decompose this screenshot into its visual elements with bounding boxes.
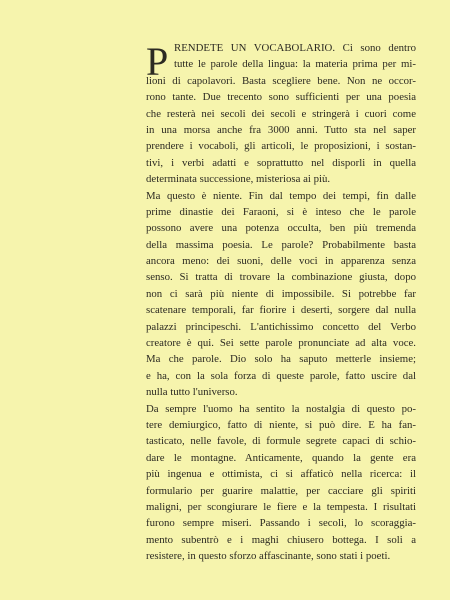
- text-line: e ha, con la sola forza di queste parole, fatto uscire dal: [146, 369, 416, 382]
- text-line: Da sempre l'uomo ha sentito la nostalgia di questo po-: [146, 402, 416, 415]
- text-line: Ma questo è niente. Fin dal tempo dei tempi, fin dalle: [146, 189, 416, 202]
- text-line: non ci sarà più niente di impossibile. Si potrebbe far: [146, 287, 416, 300]
- text-line: senso. Si tratta di trovare la combinazione giusta, dopo: [146, 271, 416, 284]
- text-line: creatore è qui. Sei sette parole pronunciate ad alta voce.: [146, 337, 416, 350]
- text-line: lioni di capolavori. Basta scegliere bene. Non ne occor-: [146, 74, 416, 87]
- text-line: furono sempre miseri. Passando i secoli, lo scoraggia-: [146, 517, 416, 530]
- text-line: che resterà nei secoli dei secoli e stringerà i cuori come: [146, 107, 416, 120]
- text-line: in una morsa anche fra 3000 anni. Tutto sta nel saper: [146, 123, 416, 136]
- text-line: dare le montagne. Anticamente, quando la gente era: [146, 451, 416, 464]
- text-line: tivi, i verbi adatti e soprattutto nel disporli in quella: [146, 156, 416, 169]
- text-line: nulla tutto l'universo.: [146, 386, 238, 399]
- body-text: [146, 40, 416, 565]
- text-line: determinata successione, misteriosa ai più.: [146, 173, 331, 186]
- text-line: rono tante. Due trecento sono sufficienti per una poesia: [146, 91, 416, 104]
- text-line: tere demiurgico, fatto di niente, si può dire. E ha fan-: [146, 418, 416, 431]
- text-line: RENDETE UN VOCABOLARIO. Ci sono dentro: [174, 42, 416, 54]
- text-line: prendere i vocaboli, gli articoli, le proposizioni, i sostan-: [146, 140, 416, 153]
- paragraph: [146, 40, 416, 188]
- paragraph: [146, 188, 416, 401]
- text-line: mento subentrò e i maghi chiusero bottega. I soli a: [146, 533, 416, 546]
- text-line: formulario per guarire malattie, per cacciare gli spiriti: [146, 484, 416, 497]
- text-line: scatenare temporali, far fiorire i deserti, sorgere dal nulla: [146, 304, 416, 317]
- text-line: possono avere una potenza occulta, ben più tremenda: [146, 222, 416, 235]
- text-line: maligni, per scongiurare le fiere e la tempesta. I risultati: [146, 500, 416, 513]
- text-line: resistere, in questo sforzo affascinante, sono stati i poeti.: [146, 550, 391, 563]
- drop-cap: P: [146, 39, 169, 84]
- text-line: tasticato, nelle favole, di formule segrete capaci di schio-: [146, 435, 416, 448]
- text-line: della massima poesia. Le parole? Probabilmente basta: [146, 238, 416, 251]
- text-line: ancora meno: dei suoni, delle voci in apparenza senza: [146, 255, 416, 268]
- text-line: più ingenua e ottimista, ci si affaticò nella ricerca: il: [146, 468, 416, 481]
- text-line: prime dinastie dei Faraoni, si è inteso che le parole: [146, 205, 416, 218]
- paragraph: [146, 401, 416, 565]
- text-line: palazzi principeschi. L'antichissimo concetto del Verbo: [146, 320, 416, 333]
- text-line: tutte le parole della lingua: la materia prima per mi-: [174, 58, 416, 71]
- text-line: Ma che parole. Dio solo ha saputo metterle insieme;: [146, 353, 416, 366]
